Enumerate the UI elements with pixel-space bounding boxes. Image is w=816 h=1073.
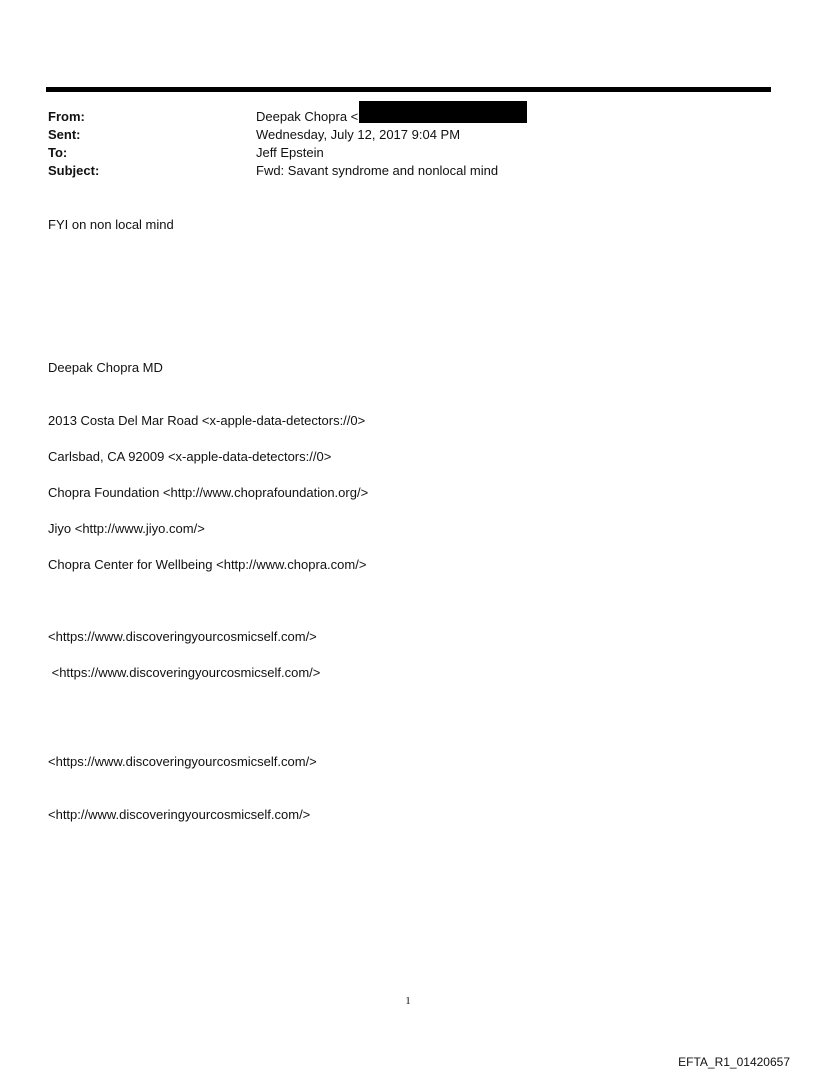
link-cosmic-self-2[interactable]: <https://www.discoveringyourcosmicself.com/>: [48, 665, 321, 680]
document-id: EFTA_R1_01420657: [678, 1055, 790, 1069]
email-header: [48, 108, 768, 180]
sent-label: Sent:: [48, 127, 81, 142]
from-value: [256, 108, 527, 126]
to-label: To:: [48, 145, 68, 160]
link-jiyo[interactable]: Jiyo <http://www.jiyo.com/>: [48, 521, 205, 536]
link-cosmic-self-1[interactable]: <https://www.discoveringyourcosmicself.com/>: [48, 629, 317, 644]
header-divider: [46, 87, 771, 92]
from-label: From:: [48, 109, 85, 124]
signature-name: Deepak Chopra MD: [48, 360, 163, 375]
subject-row: [48, 162, 768, 180]
page-number: 1: [405, 995, 411, 1007]
link-cosmic-self-3[interactable]: <https://www.discoveringyourcosmicself.com/>: [48, 754, 317, 769]
redaction-block: [359, 101, 527, 123]
from-row: [48, 108, 768, 126]
link-chopra-foundation[interactable]: Chopra Foundation <http://www.choprafoundation.org/>: [48, 485, 369, 500]
from-sender: Deepak Chopra <: [256, 109, 359, 124]
link-cosmic-self-4[interactable]: <http://www.discoveringyourcosmicself.com/>: [48, 807, 311, 822]
sent-row: [48, 126, 768, 144]
subject-label: Subject:: [48, 163, 100, 178]
address-line-1[interactable]: 2013 Costa Del Mar Road <x-apple-data-detectors://0>: [48, 413, 366, 428]
to-row: [48, 144, 768, 162]
to-value: Jeff Epstein: [256, 145, 324, 160]
subject-value: Fwd: Savant syndrome and nonlocal mind: [256, 163, 499, 178]
link-chopra-center[interactable]: Chopra Center for Wellbeing <http://www.chopra.com/>: [48, 557, 367, 572]
address-line-2[interactable]: Carlsbad, CA 92009 <x-apple-data-detectors://0>: [48, 449, 332, 464]
intro-text: FYI on non local mind: [48, 217, 174, 232]
sent-value: Wednesday, July 12, 2017 9:04 PM: [256, 127, 461, 142]
